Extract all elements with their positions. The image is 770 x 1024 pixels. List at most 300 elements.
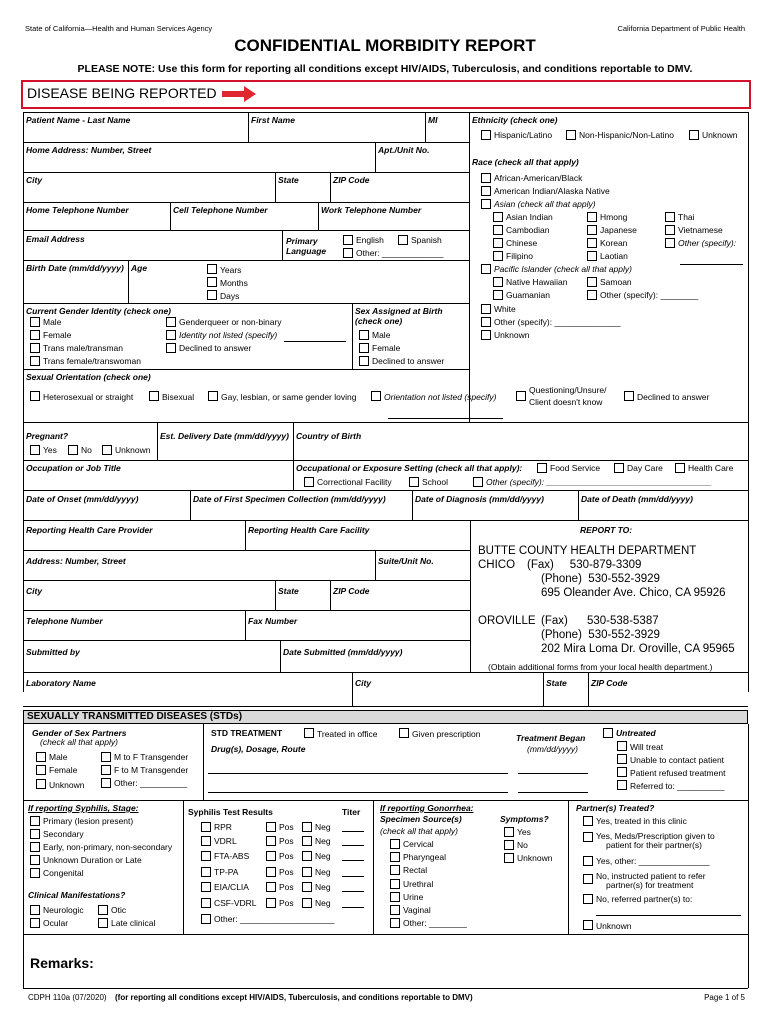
pt-referred-line[interactable] (596, 915, 741, 916)
chico-fax: (Fax) 530-879-3309 (527, 559, 642, 571)
symptoms-no-checkbox[interactable] (504, 840, 514, 850)
gon-5-label: Vaginal (403, 905, 431, 915)
referred-checkbox[interactable] (617, 780, 627, 790)
date-submitted-label: Date Submitted (mm/dd/yyyy) (283, 647, 403, 657)
gon-3-label: Urethral (403, 879, 434, 889)
gender-transman-label: Trans male/transman (43, 343, 123, 353)
death-date-label: Date of Death (mm/dd/yyyy) (581, 494, 693, 504)
exposure-setting-label: Occupational or Exposure Setting (check all that apply): (296, 463, 523, 473)
gender-female-label: Female (43, 330, 72, 340)
language-other-checkbox[interactable] (343, 248, 353, 258)
ethnicity-label: Ethnicity (check one) (472, 115, 558, 125)
language-label: Language (286, 246, 327, 256)
gon-3-checkbox[interactable] (390, 879, 400, 889)
partner-female-checkbox[interactable] (36, 765, 46, 775)
gon-6-label: Other: ________ (403, 918, 467, 928)
provider-state-label: State (278, 586, 299, 596)
sex-female-checkbox[interactable] (359, 343, 369, 353)
test-1-neg-checkbox[interactable] (302, 836, 312, 846)
disease-label: DISEASE BEING REPORTED (27, 85, 217, 101)
test-2-pos-label: Pos (279, 851, 294, 861)
treatment-began-label: Treatment Began (516, 733, 586, 743)
race-asian-label: Asian (check all that apply) (494, 199, 596, 209)
sex-male-label: Male (372, 330, 391, 340)
syph-late-label: Unknown Duration or Late (43, 855, 142, 865)
laotian-label: Laotian (600, 251, 628, 261)
setting-school-label: School (422, 477, 448, 487)
std-title: SEXUALLY TRANSMITTED DISEASES (STDs) (27, 711, 243, 722)
gender-specify-line[interactable] (284, 341, 346, 342)
test-4-checkbox[interactable] (201, 882, 211, 892)
last-name-label: Patient Name - Last Name (26, 115, 131, 125)
manif-late-checkbox[interactable] (98, 918, 108, 928)
gender-not-listed-label: Identity not listed (specify) (179, 330, 278, 340)
language-other-label: Other: _____________ (356, 248, 444, 258)
refused-checkbox[interactable] (617, 767, 627, 777)
test-3-pos-checkbox[interactable] (266, 867, 276, 877)
orientation-gay-label: Gay, lesbian, or same gender loving (221, 392, 357, 402)
test-2-neg-checkbox[interactable] (302, 851, 312, 861)
report-to-label: REPORT TO: (580, 525, 633, 535)
country-of-birth-label: Country of Birth (296, 431, 362, 441)
gender-transwoman-label: Trans female/transwoman (43, 356, 141, 366)
test-2-checkbox[interactable] (201, 851, 211, 861)
test-5-neg-checkbox[interactable] (302, 898, 312, 908)
chinese-label: Chinese (506, 238, 538, 248)
pt-unknown-label: Unknown (596, 921, 632, 931)
race-other-label: Other (specify): ______________ (494, 317, 621, 327)
filipino-label: Filipino (506, 251, 533, 261)
race-native-checkbox[interactable] (481, 186, 491, 196)
test-1-neg-label: Neg (315, 836, 331, 846)
race-african-checkbox[interactable] (481, 173, 491, 183)
treated-office-checkbox[interactable] (304, 728, 314, 738)
orientation-questioning-checkbox[interactable] (516, 391, 526, 401)
pregnant-no-label: No (81, 445, 92, 455)
partner-unknown-checkbox[interactable] (36, 779, 46, 789)
symptoms-unknown-checkbox[interactable] (504, 853, 514, 863)
department-name: California Department of Public Health (617, 24, 745, 33)
native-hawaiian-checkbox[interactable] (493, 277, 503, 287)
orientation-straight-checkbox[interactable] (30, 391, 40, 401)
test-1-checkbox[interactable] (201, 836, 211, 846)
korean-label: Korean (600, 238, 628, 248)
filipino-checkbox[interactable] (493, 251, 503, 261)
gender-transman-checkbox[interactable] (30, 343, 40, 353)
pregnant-yes-checkbox[interactable] (30, 445, 40, 455)
provider-city-label: City (26, 586, 43, 596)
pt-instructed-checkbox[interactable] (583, 874, 593, 884)
spanish-checkbox[interactable] (398, 235, 408, 245)
laotian-checkbox[interactable] (587, 251, 597, 261)
gender-declined-checkbox[interactable] (166, 343, 176, 353)
std-treatment-label: STD TREATMENT (211, 728, 283, 738)
orientation-declined-checkbox[interactable] (624, 391, 634, 401)
setting-correctional-checkbox[interactable] (304, 477, 314, 487)
spanish-label: Spanish (411, 235, 442, 245)
test-3-neg-checkbox[interactable] (302, 867, 312, 877)
pacific-other-label: Other (specify): ________ (600, 290, 699, 300)
test-4-neg-label: Neg (315, 882, 331, 892)
chinese-checkbox[interactable] (493, 238, 503, 248)
orientation-declined-label: Declined to answer (637, 392, 710, 402)
gon-1-checkbox[interactable] (390, 852, 400, 862)
gender-nonbinary-label: Genderqueer or non-binary (179, 317, 282, 327)
gonorrhea-label: If reporting Gonorrhea: (380, 803, 474, 813)
manif-late-label: Late clinical (111, 918, 156, 928)
race-other-checkbox[interactable] (481, 317, 491, 327)
guamanian-checkbox[interactable] (493, 290, 503, 300)
syph-congenital-checkbox[interactable] (30, 868, 40, 878)
days-checkbox[interactable] (207, 290, 217, 300)
drugs-line-2[interactable] (208, 792, 508, 793)
pt-unknown-checkbox[interactable] (583, 920, 593, 930)
chico-phone: (Phone) 530-552-3929 (541, 573, 660, 585)
test-0-checkbox[interactable] (201, 822, 211, 832)
chico-label: CHICO (478, 559, 516, 571)
work-phone-label: Work Telephone Number (321, 205, 422, 215)
asian-other-label: Other (specify): (678, 238, 737, 248)
gon-6-checkbox[interactable] (390, 918, 400, 928)
english-label: English (356, 235, 384, 245)
provider-fax-label: Fax Number (248, 616, 298, 626)
test-0-neg-label: Neg (315, 822, 331, 832)
gon-0-checkbox[interactable] (390, 839, 400, 849)
syph-early-label: Early, non-primary, non-secondary (43, 842, 173, 852)
chico-address: 695 Oleander Ave. Chico, CA 95926 (541, 587, 726, 599)
orientation-not-listed-label: Orientation not listed (specify) (384, 392, 497, 402)
first-name-label: First Name (251, 115, 295, 125)
provider-phone-label: Telephone Number (26, 616, 103, 626)
test-5-checkbox[interactable] (201, 898, 211, 908)
native-hawaiian-label: Native Hawaiian (506, 277, 568, 287)
partner-other-checkbox[interactable] (101, 778, 111, 788)
korean-checkbox[interactable] (587, 238, 597, 248)
began-line-1[interactable] (518, 773, 588, 774)
specimen-source-sub: (check all that apply) (380, 826, 458, 836)
samoan-checkbox[interactable] (587, 277, 597, 287)
partner-mtf-checkbox[interactable] (101, 752, 111, 762)
test-2-titer-line[interactable] (342, 860, 364, 861)
pregnant-no-checkbox[interactable] (68, 445, 78, 455)
gender-transwoman-checkbox[interactable] (30, 356, 40, 366)
test-1-label: VDRL (214, 836, 237, 846)
pt-clinic-checkbox[interactable] (583, 816, 593, 826)
syph-primary-label: Primary (lesion present) (43, 816, 134, 826)
japanese-checkbox[interactable] (587, 225, 597, 235)
test-1-pos-checkbox[interactable] (266, 836, 276, 846)
ethnicity-hispanic-label: Hispanic/Latino (494, 130, 553, 140)
drugs-label: Drug(s), Dosage, Route (211, 744, 306, 754)
onset-date-label: Date of Onset (mm/dd/yyyy) (26, 494, 139, 504)
guamanian-label: Guamanian (506, 290, 550, 300)
test-4-pos-label: Pos (279, 882, 294, 892)
pt-meds-label: Yes, Meds/Prescription given to (596, 831, 715, 841)
ethnicity-unknown-checkbox[interactable] (689, 130, 699, 140)
zip-label: ZIP Code (333, 175, 370, 185)
race-african-label: African-American/Black (494, 173, 583, 183)
manif-neurologic-label: Neurologic (43, 905, 84, 915)
gon-0-label: Cervical (403, 839, 434, 849)
oroville-fax: (Fax) 530-538-5387 (541, 615, 659, 627)
facility-label: Reporting Health Care Facility (248, 525, 370, 535)
test-4-pos-checkbox[interactable] (266, 882, 276, 892)
pt-instructed-label: No, instructed patient to refer (596, 871, 706, 881)
will-treat-checkbox[interactable] (617, 741, 627, 751)
test-1-pos-label: Pos (279, 836, 294, 846)
refused-label: Patient refused treatment (630, 768, 726, 778)
gender-male-label: Male (43, 317, 62, 327)
lab-city-label: City (355, 678, 372, 688)
sex-male-checkbox[interactable] (359, 330, 369, 340)
birth-date-label: Birth Date (mm/dd/yyyy) (26, 263, 124, 273)
symptoms-yes-checkbox[interactable] (504, 827, 514, 837)
vietnamese-label: Vietnamese (678, 225, 723, 235)
provider-label: Reporting Health Care Provider (26, 525, 153, 535)
months-label: Months (220, 278, 248, 288)
gender-declined-label: Declined to answer (179, 343, 252, 353)
race-white-checkbox[interactable] (481, 304, 491, 314)
gender-not-listed-checkbox[interactable] (166, 330, 176, 340)
oroville-label: OROVILLE (478, 615, 536, 627)
pt-other-label: Yes, other: _______________ (596, 856, 710, 866)
manifestations-label: Clinical Manifestations? (28, 890, 126, 900)
test-3-neg-label: Neg (315, 867, 331, 877)
orientation-label: Sexual Orientation (check one) (26, 372, 151, 382)
provider-address-label: Address: Number, Street (26, 556, 126, 566)
test-5-neg-label: Neg (315, 898, 331, 908)
manif-ocular-label: Ocular (43, 918, 69, 928)
partner-male-label: Male (49, 752, 68, 762)
test-0-label: RPR (214, 822, 232, 832)
test-5-pos-label: Pos (279, 898, 294, 908)
setting-school-checkbox[interactable] (409, 477, 419, 487)
setting-daycare-label: Day Care (627, 463, 663, 473)
race-pacific-label: Pacific Islander (check all that apply) (494, 264, 632, 274)
syphilis-stage-label: If reporting Syphilis, Stage: (28, 803, 139, 813)
test-5-titer-line[interactable] (342, 907, 364, 908)
lab-zip-label: ZIP Code (591, 678, 628, 688)
sex-partners-label: Gender of Sex Partners (32, 728, 127, 738)
partner-unknown-label: Unknown (49, 780, 85, 790)
years-checkbox[interactable] (207, 264, 217, 274)
gon-4-label: Urine (403, 892, 424, 902)
mi-label: MI (428, 115, 438, 125)
setting-correctional-label: Correctional Facility (317, 477, 392, 487)
test-4-neg-checkbox[interactable] (302, 882, 312, 892)
ethnicity-non-hispanic-checkbox[interactable] (566, 130, 576, 140)
test-3-pos-label: Pos (279, 867, 294, 877)
submitted-by-label: Submitted by (26, 647, 80, 657)
years-label: Years (220, 265, 242, 275)
unable-contact-checkbox[interactable] (617, 754, 627, 764)
partner-ftm-checkbox[interactable] (101, 765, 111, 775)
test-3-titer-line[interactable] (342, 876, 364, 877)
test-3-label: TP-PA (214, 867, 239, 877)
race-white-label: White (494, 304, 516, 314)
sex-declined-checkbox[interactable] (359, 356, 369, 366)
footer-note: (for reporting all conditions except HIV/AIDS, Tuberculosis, and conditions reportable to DMV) (115, 993, 473, 1002)
race-pacific-checkbox[interactable] (481, 264, 491, 274)
pt-other-checkbox[interactable] (583, 856, 593, 866)
referred-label: Referred to: __________ (630, 781, 725, 791)
orientation-gay-checkbox[interactable] (208, 391, 218, 401)
english-checkbox[interactable] (343, 235, 353, 245)
pregnant-unknown-checkbox[interactable] (102, 445, 112, 455)
oroville-phone: (Phone) 530-552-3929 (541, 629, 660, 641)
vietnamese-checkbox[interactable] (665, 225, 675, 235)
home-phone-label: Home Telephone Number (26, 205, 129, 215)
syph-primary-checkbox[interactable] (30, 816, 40, 826)
test-6-checkbox[interactable] (201, 914, 211, 924)
age-label: Age (131, 263, 148, 273)
setting-food-label: Food Service (550, 463, 601, 473)
months-checkbox[interactable] (207, 277, 217, 287)
pregnant-yes-label: Yes (43, 445, 57, 455)
drugs-line-1[interactable] (208, 773, 508, 774)
diagnosis-date-label: Date of Diagnosis (mm/dd/yyyy) (415, 494, 544, 504)
pt-instructed-sub-label: partner(s) for treatment (606, 880, 694, 890)
orientation-specify-line[interactable] (388, 418, 503, 419)
page-number: Page 1 of 5 (704, 993, 745, 1002)
test-3-checkbox[interactable] (201, 867, 211, 877)
manif-ocular-checkbox[interactable] (30, 918, 40, 928)
asian-other-line[interactable] (680, 264, 743, 265)
ethnicity-hispanic-checkbox[interactable] (481, 130, 491, 140)
orientation-bisexual-checkbox[interactable] (149, 391, 159, 401)
syph-late-checkbox[interactable] (30, 855, 40, 865)
syph-early-checkbox[interactable] (30, 842, 40, 852)
test-1-titer-line[interactable] (342, 845, 364, 846)
syph-secondary-checkbox[interactable] (30, 829, 40, 839)
thai-label: Thai (678, 212, 695, 222)
test-results-label: Syphilis Test Results (188, 807, 273, 817)
form-title: CONFIDENTIAL MORBIDITY REPORT (234, 36, 536, 55)
gender-male-checkbox[interactable] (30, 317, 40, 327)
asian-other-checkbox[interactable] (665, 238, 675, 248)
provider-zip-label: ZIP Code (333, 586, 370, 596)
ethnicity-unknown-label: Unknown (702, 130, 738, 140)
thai-checkbox[interactable] (665, 212, 675, 222)
race-unknown-checkbox[interactable] (481, 330, 491, 340)
oroville-address: 202 Mira Loma Dr. Oroville, CA 95965 (541, 643, 735, 655)
treatment-began-sub: (mm/dd/yyyy) (527, 744, 578, 754)
sex-partners-sub: (check all that apply) (40, 737, 118, 747)
titer-label: Titer (342, 807, 361, 817)
setting-food-checkbox[interactable] (537, 463, 547, 473)
will-treat-label: Will treat (630, 742, 664, 752)
setting-healthcare-checkbox[interactable] (675, 463, 685, 473)
form-note: PLEASE NOTE: Use this form for reporting all conditions except HIV/AIDS, Tuberculosis, and conditions reportable to DMV. (77, 63, 693, 75)
gon-2-checkbox[interactable] (390, 865, 400, 875)
samoan-label: Samoan (600, 277, 632, 287)
asian-indian-checkbox[interactable] (493, 212, 503, 222)
test-5-label: CSF-VDRL (214, 898, 257, 908)
form-code: CDPH 110a (07/2020) (28, 993, 107, 1002)
specimen-date-label: Date of First Specimen Collection (mm/dd/yyyy) (193, 494, 386, 504)
partner-male-checkbox[interactable] (36, 752, 46, 762)
gon-2-label: Rectal (403, 865, 428, 875)
began-line-2[interactable] (518, 792, 588, 793)
ethnicity-non-hispanic-label: Non-Hispanic/Non-Latino (579, 130, 674, 140)
gon-1-label: Pharyngeal (403, 852, 447, 862)
home-address-label: Home Address: Number, Street (26, 145, 152, 155)
health-dept-name: BUTTE COUNTY HEALTH DEPARTMENT (478, 545, 697, 557)
partner-other-label: Other: __________ (114, 778, 188, 788)
apt-label: Apt./Unit No. (378, 145, 430, 155)
remarks-label: Remarks: (30, 955, 94, 971)
manif-neurologic-checkbox[interactable] (30, 905, 40, 915)
test-2-neg-label: Neg (315, 851, 331, 861)
partner-mtf-label: M to F Transgender (114, 752, 189, 762)
pregnant-unknown-label: Unknown (115, 445, 151, 455)
setting-other-checkbox[interactable] (473, 477, 483, 487)
gender-label: Current Gender Identity (check one) (26, 306, 171, 316)
setting-daycare-checkbox[interactable] (614, 463, 624, 473)
partners-treated-label: Partner(s) Treated? (576, 803, 655, 813)
symptoms-no-label: No (517, 840, 528, 850)
symptoms-label: Symptoms? (500, 814, 549, 824)
race-unknown-label: Unknown (494, 330, 530, 340)
race-native-label: American Indian/Alaska Native (494, 186, 610, 196)
test-0-pos-checkbox[interactable] (266, 822, 276, 832)
pt-referred-checkbox[interactable] (583, 894, 593, 904)
untreated-checkbox[interactable] (603, 728, 613, 738)
symptoms-unknown-label: Unknown (517, 853, 553, 863)
gender-nonbinary-checkbox[interactable] (166, 317, 176, 327)
pt-meds-checkbox[interactable] (583, 832, 593, 842)
test-4-titer-line[interactable] (342, 891, 364, 892)
test-6-label: Other: ____________________ (214, 914, 335, 924)
hmong-checkbox[interactable] (587, 212, 597, 222)
arrow-right-icon (222, 85, 258, 103)
gon-4-checkbox[interactable] (390, 892, 400, 902)
state-label: State (278, 175, 299, 185)
gender-female-checkbox[interactable] (30, 330, 40, 340)
setting-other-label: Other (specify): ___________________________________ (486, 477, 712, 487)
test-0-neg-checkbox[interactable] (302, 822, 312, 832)
specimen-source-label: Specimen Source(s) (380, 814, 462, 824)
treated-office-label: Treated in office (317, 729, 378, 739)
test-5-pos-checkbox[interactable] (266, 898, 276, 908)
pt-clinic-label: Yes, treated in this clinic (596, 816, 687, 826)
sex-at-birth-label: Sex Assigned at Birth (355, 306, 443, 316)
test-2-pos-checkbox[interactable] (266, 851, 276, 861)
pacific-other-checkbox[interactable] (587, 290, 597, 300)
occupation-label: Occupation or Job Title (26, 463, 121, 473)
orientation-not-listed-checkbox[interactable] (371, 391, 381, 401)
japanese-label: Japanese (600, 225, 637, 235)
unable-contact-label: Unable to contact patient (630, 755, 725, 765)
orientation-client-label: Client doesn't know (529, 397, 603, 407)
partner-female-label: Female (49, 765, 78, 775)
cambodian-label: Cambodian (506, 225, 550, 235)
cambodian-checkbox[interactable] (493, 225, 503, 235)
test-0-titer-line[interactable] (342, 831, 364, 832)
partner-ftm-label: F to M Transgender (114, 765, 189, 775)
setting-healthcare-label: Health Care (688, 463, 734, 473)
gon-5-checkbox[interactable] (390, 905, 400, 915)
sex-declined-label: Declined to answer (372, 356, 445, 366)
city-label: City (26, 175, 43, 185)
race-asian-checkbox[interactable] (481, 199, 491, 209)
manif-otic-checkbox[interactable] (98, 905, 108, 915)
test-0-pos-label: Pos (279, 822, 294, 832)
prescription-checkbox[interactable] (399, 728, 409, 738)
lab-name-label: Laboratory Name (26, 678, 96, 688)
days-label: Days (220, 291, 240, 301)
sex-check-one-label: (check one) (355, 316, 403, 326)
